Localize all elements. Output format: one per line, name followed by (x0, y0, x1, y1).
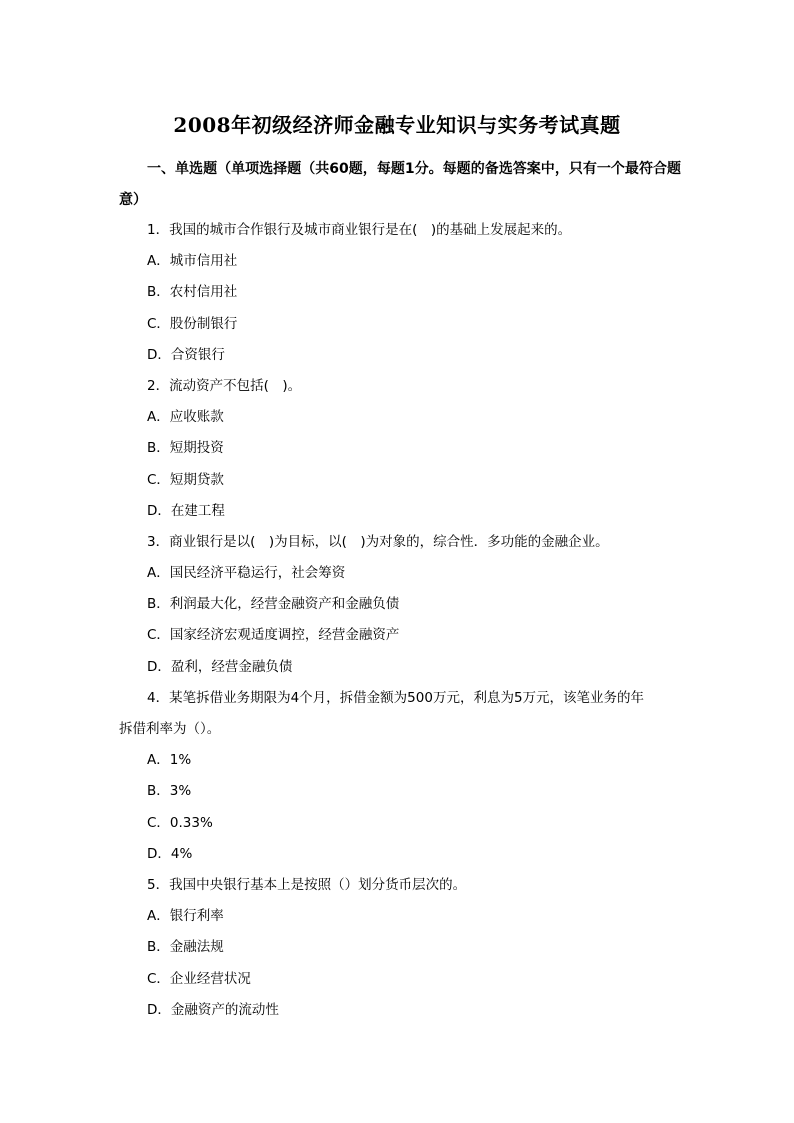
option-3a: A．国民经济平稳运行，社会筹资 (147, 565, 346, 582)
question-4-continued: 拆借利率为（）。 (119, 721, 221, 737)
option-2a: A．应收账款 (147, 409, 224, 426)
option-2c: C．短期贷款 (147, 471, 224, 488)
option-3b: B．利润最大化，经营金融资产和金融负债 (147, 596, 400, 613)
option-5c: C．企业经营状况 (147, 970, 251, 987)
document-title: 2008年初级经济师金融专业知识与实务考试真题 (173, 113, 621, 137)
option-2d: D．在建工程 (147, 502, 225, 519)
section-heading: 一、单选题（单项选择题（共60题，每题1分。每题的备选答案中，只有一个最符合题意） (119, 161, 681, 208)
question-1: 1．我国的城市合作银行及城市商业银行是在( )的基础上发展起来的。 (147, 222, 572, 238)
option-1d: D．合资银行 (147, 346, 225, 363)
option-1c: C．股份制银行 (147, 315, 238, 332)
option-4b: B．3% (147, 783, 192, 800)
question-list (119, 215, 681, 1026)
option-1a: A．城市信用社 (147, 253, 238, 270)
option-3d: D．盈利，经营金融负债 (147, 658, 293, 675)
question-5: 5．我国中央银行基本上是按照（）划分货币层次的。 (147, 876, 467, 893)
option-3c: C．国家经济宏观适度调控，经营金融资产 (147, 627, 400, 644)
option-2b: B．短期投资 (147, 440, 224, 457)
option-5d: D．金融资产的流动性 (147, 1001, 279, 1018)
question-2: 2．流动资产不包括( )。 (147, 377, 302, 394)
option-5a: A．银行利率 (147, 908, 224, 925)
question-4: 4．某笔拆借业务期限为4个月，拆借金额为500万元，利息为5万元，该笔业务的年 (147, 689, 645, 706)
option-5b: B．金融法规 (147, 939, 224, 956)
option-4d: D．4% (147, 845, 193, 862)
option-4a: A．1% (147, 752, 192, 769)
option-1b: B．农村信用社 (147, 284, 238, 301)
option-4c: C．0.33% (147, 814, 213, 831)
question-3: 3．商业银行是以( )为目标，以( )为对象的，综合性．多功能的金融企业。 (147, 533, 609, 550)
